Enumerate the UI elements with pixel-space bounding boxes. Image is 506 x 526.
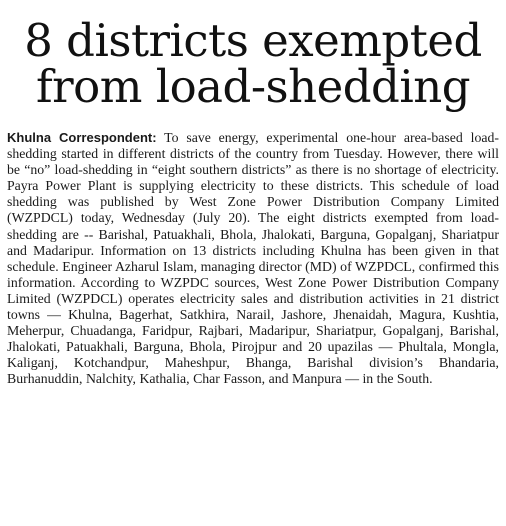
- headline: [0, 0, 506, 113]
- article-text: To save energy, experimental one-hour area-based load-shedding started in different districts of the country from Tuesday. However, there will be “no” load-shedding in “eight southern districts” as there is no shortage of electricity. Payra Power Plant is supplying electricity to these districts. This schedule of load shedding was published by West Zone Power Distribution Company Limited (WZPDCL) today, Wednesday (July 20). The eight districts exempted from load-shedding are -- Barishal, Patuakhali, Bhola, Jhalokati, Barguna, Gopalganj, Shariatpur and Madaripur. Information on 13 districts including Khulna has been given in that schedule. Engineer Azharul Islam, managing director (MD) of WZPDCL, confirmed this information. According to WZPDC sources, West Zone Power Distribution Company Limited (WZPDCL) operates electricity sales and distribution activities in 21 district towns — Khulna, Bagerhat, Satkhira, Narail, Jashore, Jhenaidah, Magura, Kushtia, Meherpur, Chuadanga, Faridpur, Rajbari, Madaripur, Shariatpur, Gopalganj, Barishal, Jhalokati, Patuakhali, Barguna, Bhola, Pirojpur and 20 upazilas — Phultala, Mongla, Kaliganj, Kotchandpur, Maheshpur, Bhanga, Barishal division’s Bhandaria, Burhanuddin, Nalchity, Kathalia, Char Fasson, and Manpura — in the South.: [7, 130, 499, 387]
- headline-line-2: from load-shedding: [35, 60, 471, 113]
- byline: Khulna Correspondent:: [7, 130, 157, 145]
- article-body: [7, 130, 499, 388]
- headline-line-1: 8 districts exempted: [24, 14, 482, 67]
